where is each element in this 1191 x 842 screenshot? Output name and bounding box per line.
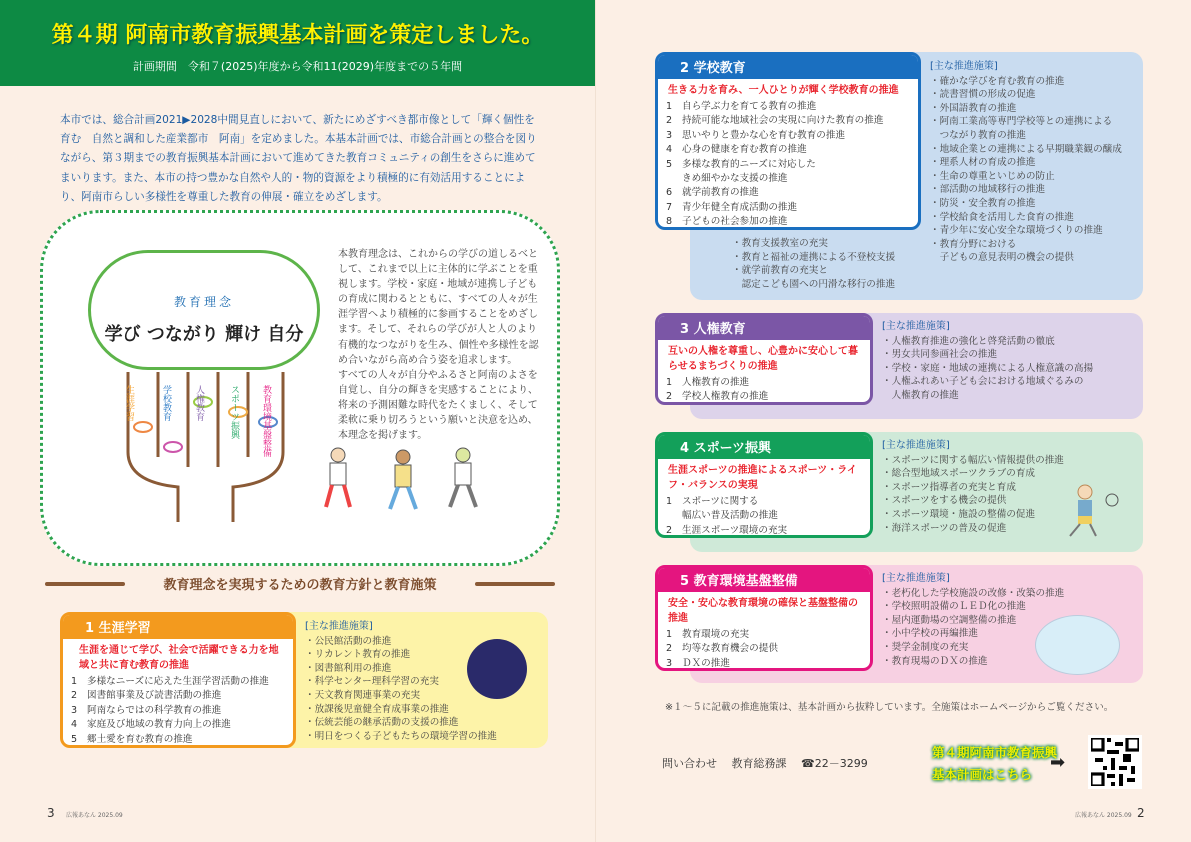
policy-item: ・ 総合型地域スポーツクラブの育成 xyxy=(882,467,1082,481)
measure-number: 3 xyxy=(666,129,673,141)
policy-item: ・ 小中学校の再編推進 xyxy=(882,627,1082,641)
policy-item: ・ 男女共同参画社会の推進 xyxy=(882,348,1132,362)
measure-list xyxy=(658,100,918,230)
measure-text: 学校人権教育の推進 xyxy=(682,391,769,403)
policy-item: ・ 学校・家庭・地域の連携による人権意識の高揚 xyxy=(882,362,1132,376)
section-title: 2 学校教育 xyxy=(658,55,918,79)
measure-item xyxy=(666,100,912,114)
publication-label: 広報あなん 2025.09 xyxy=(1075,812,1132,819)
measure-number: 1 xyxy=(666,629,673,640)
policy-item: ・ 人権教育推進の強化と啓発活動の徹底 xyxy=(882,335,1132,349)
policy-item: ・ 生命の尊重といじめの防止 xyxy=(930,170,1140,184)
page-number: 2 xyxy=(1137,806,1145,820)
policy-item: ・ 公民館活動の推進 xyxy=(305,635,525,649)
measure-text: ＤＸの推進 xyxy=(682,657,730,669)
publication-label: 広報あなん 2025.09 xyxy=(66,812,123,819)
policy-item: ・ 防災・安全教育の推進 xyxy=(930,197,1140,211)
measure-text: 心身の健康を育む教育の推進 xyxy=(682,144,807,156)
policy-item: ・ 教育と福祉の連携による不登校支援 xyxy=(732,251,932,265)
branch-label: 学校教育 xyxy=(161,385,171,421)
school-building-illustration xyxy=(1035,615,1120,675)
policy-item: ・ 老朽化した学校施設の改修・改築の推進 xyxy=(882,587,1082,601)
philosophy-text xyxy=(338,247,544,443)
measure-item xyxy=(71,733,287,747)
policy-heading: [主な推進施策] xyxy=(882,440,950,451)
section-goal: 安全・安心な教育環境の確保と基盤整備の推進 xyxy=(668,598,858,624)
section-title: 4 スポーツ振興 xyxy=(658,435,870,459)
policy-item: つながり教育の推進 xyxy=(939,129,1026,141)
measure-number: 1 xyxy=(666,377,673,388)
measure-item xyxy=(666,186,912,200)
space-illustration xyxy=(467,639,527,699)
branch-label: 生涯学習 xyxy=(124,385,134,421)
measure-item xyxy=(666,376,864,390)
contact-department: 教育総務課 xyxy=(731,757,787,770)
measure-number: 3 xyxy=(71,704,78,716)
measure-number: 6 xyxy=(666,187,673,199)
measure-text: 人権教育の推進 xyxy=(682,377,750,388)
measure-list xyxy=(658,628,870,671)
policy-item: ・ 放課後児童健全育成事業の推進 xyxy=(305,703,525,717)
page-header xyxy=(0,0,595,86)
section-4-box xyxy=(655,432,873,538)
policy-item: ・ 奨学金制度の充実 xyxy=(882,641,1082,655)
measure-item xyxy=(666,524,864,538)
section-heading: 教育理念を実現するための教育方針と教育施策 xyxy=(163,578,437,593)
measure-text: 幅広い普及活動の推進 xyxy=(682,510,778,522)
measure-item xyxy=(666,158,912,172)
policy-heading: [主な推進施策] xyxy=(930,61,998,72)
policy-item: ・ 理系人材の育成の推進 xyxy=(930,156,1140,170)
measure-item xyxy=(666,495,864,509)
policy-item: 子どもの意見表明の機会の提供 xyxy=(939,252,1074,264)
policy-heading: [主な推進施策] xyxy=(882,321,950,332)
policy-item: ・ 図書館利用の推進 xyxy=(305,662,525,676)
measure-item xyxy=(666,628,864,642)
measure-number xyxy=(666,509,682,523)
measure-text: 郷土愛を育む教育の推進 xyxy=(87,733,193,745)
measure-text: 図書館事業及び読書活動の推進 xyxy=(87,690,222,702)
policy-item: ・ 人権ふれあい子ども会における地域ぐるみの xyxy=(882,375,1132,389)
plan-link-line: 基本計画はこちら xyxy=(932,767,1033,782)
measure-item xyxy=(666,657,864,671)
arrow-right-icon: ➡ xyxy=(1050,752,1066,773)
policy-item: ・ 天文教育関連事業の充実 xyxy=(305,689,525,703)
measure-number: 2 xyxy=(71,690,78,702)
measure-number: 2 xyxy=(666,115,673,127)
measure-text: 多様な教育的ニーズに対応した xyxy=(682,158,816,170)
branch-label: 教育環境基盤整備 xyxy=(261,385,271,457)
philosophy-motto: 学び つながり 輝け 自分 xyxy=(104,324,304,345)
section-3-policies xyxy=(882,320,1132,403)
measure-text: 就学前教育の推進 xyxy=(682,187,759,199)
divider xyxy=(475,582,555,586)
measure-number: 7 xyxy=(666,201,673,213)
measure-number: 4 xyxy=(71,719,78,731)
policy-item: ・ 教育支援教室の充実 xyxy=(732,237,932,251)
policy-item: ・ 地域企業との連携による早期職業観の醸成 xyxy=(930,143,1140,157)
measure-text: きめ細やかな支援の推進 xyxy=(682,173,788,185)
policy-item: ・ リカレント教育の推進 xyxy=(305,648,525,662)
plan-link-line: 第４期阿南市教育振興 xyxy=(932,745,1058,760)
measure-number: 1 xyxy=(666,101,673,112)
measure-item xyxy=(666,129,912,143)
measure-number: 1 xyxy=(666,496,673,507)
measure-item xyxy=(666,114,912,128)
measure-text: 生涯スポーツ環境の充実 xyxy=(682,524,788,536)
policy-item: ・ 確かな学びを育む教育の推進 xyxy=(930,75,1140,89)
measure-text: 思いやりと豊かな心を育む教育の推進 xyxy=(682,129,846,141)
policy-item: ・ スポーツ環境・施設の整備の促進 xyxy=(882,508,1082,522)
measure-text: 青少年健全育成活動の推進 xyxy=(682,201,798,213)
measure-item xyxy=(71,675,287,689)
policy-item: ・ 青少年に安心安全な環境づくりの推進 xyxy=(930,224,1140,238)
philosophy-paragraph: 本教育理念は、これからの学びの道しるべとして、これまで以上に主体的に学ぶことを重視します。学校・家庭・地域が連携し子どもの育成に関わるとともに、すべての人々が生涯学習へより積極的に参画することをめざします。そして、それらの学びが人と人のより有機的なつながりを生み、個性や多様性を認め合いながら高め合う姿を追求します。 xyxy=(338,249,539,366)
walking-people-illustration xyxy=(318,445,498,515)
section-goal: 生きる力を育み、一人ひとりが輝く学校教育の推進 xyxy=(668,85,899,96)
policy-item: ・ 読書習慣の形成の促進 xyxy=(930,88,1140,102)
measure-list xyxy=(658,495,870,538)
section-title: 5 教育環境基盤整備 xyxy=(658,568,870,592)
measure-text: 均等な教育機会の提供 xyxy=(682,643,778,655)
measure-item xyxy=(666,172,912,186)
measure-number: 5 xyxy=(71,733,78,745)
measure-text: 多様なニーズに応えた生涯学習活動の推進 xyxy=(87,676,269,687)
policy-item: ・ 明日をつくる子どもたちの環境学習の推進 xyxy=(305,730,525,744)
measure-number: 4 xyxy=(666,144,673,156)
measure-text: 教育環境の充実 xyxy=(682,629,750,640)
section-2-box xyxy=(655,52,921,230)
measure-item xyxy=(666,642,864,656)
footnote: ※１～５に記載の推進施策は、基本計画から抜粋しています。全施策はホームページからご覧ください。 xyxy=(665,702,1114,713)
section-4-policies xyxy=(882,439,1082,535)
contact-phone[interactable]: 22－3299 xyxy=(814,757,868,770)
contact-label: 問い合わせ xyxy=(662,757,717,770)
measure-item xyxy=(666,143,912,157)
policy-item: ・ スポーツをする機会の提供 xyxy=(882,494,1082,508)
phone-icon: ☎ xyxy=(801,757,815,770)
section-1-box xyxy=(60,612,296,748)
section-goal: 生涯スポーツの推進によるスポーツ・ライフ・バランスの実現 xyxy=(668,465,857,491)
contact-info xyxy=(662,755,868,771)
philosophy-paragraph: すべての人々が自分やふるさと阿南のよさを自覚し、自分の輝きを実感することにより、将来の予測困難な時代をたくましく、そして柔軟に乗り切ろうという願いと決意を込め、本理念を掲げます。 xyxy=(338,369,538,442)
measure-item xyxy=(666,509,864,523)
qr-code[interactable] xyxy=(1088,735,1142,789)
page-title: 第４期 阿南市教育振興基本計画を策定しました。 xyxy=(51,23,544,48)
measure-item xyxy=(666,201,912,215)
policy-heading: [主な推進施策] xyxy=(882,573,950,584)
section-2-policies-extra xyxy=(732,237,932,291)
section-goal: 生涯を通じて学び、社会で活躍できる力を地域と共に育む教育の推進 xyxy=(79,645,279,671)
policy-item: ・ 学校給食を活用した食育の推進 xyxy=(930,211,1140,225)
measure-item xyxy=(71,704,287,718)
policy-item: ・ スポーツに関する幅広い情報提供の推進 xyxy=(882,454,1082,468)
measure-number: 5 xyxy=(666,158,673,170)
policy-item: ・ 教育分野における xyxy=(930,238,1140,252)
measure-text: 自ら学ぶ力を育てる教育の推進 xyxy=(682,101,817,112)
measure-item xyxy=(71,718,287,732)
measure-number: 2 xyxy=(666,524,673,536)
policy-item: ・ 海洋スポーツの普及の促進 xyxy=(882,522,1082,536)
measure-text: 家庭及び地域の教育力向上の推進 xyxy=(87,719,231,731)
philosophy-label: 教育理念 xyxy=(173,295,234,309)
measure-item xyxy=(666,390,864,404)
section-2-policies xyxy=(930,60,1140,265)
policy-heading: [主な推進施策] xyxy=(305,621,373,632)
qr-code-pattern xyxy=(1091,738,1139,786)
policy-item: ・ 部活動の地域移行の推進 xyxy=(930,183,1140,197)
policy-item: ・ 屋内運動場の空調整備の推進 xyxy=(882,614,1082,628)
measure-number: 2 xyxy=(666,643,673,655)
tree-cloud xyxy=(88,250,320,370)
measure-list xyxy=(658,376,870,405)
measure-number xyxy=(666,172,682,186)
policy-item: ・ 就学前教育の充実と xyxy=(732,264,932,278)
section-3-box xyxy=(655,313,873,405)
policy-item: ・ 教育現場のＤＸの推進 xyxy=(882,655,1082,669)
measure-item xyxy=(71,689,287,703)
intro-text: 本市では、総合計画2021▶2028中間見直しにおいて、新たにめざすべき都市像として「輝く個性を育む 自然と調和した産業都市 阿南」を定めました。本基本計画では、市総合計画との整合を図りながら、第３期までの教育振興基本計画において進めてきた教育コミュニティの創生をさらに進めてまいります。また、本市の持つ豊かな自然や人的・物的資源をより積極的に有効活用することにより、阿南市らしい多様性を尊重した教育の伸展・確立をめざします。 xyxy=(60,114,537,203)
section-title: 3 人権教育 xyxy=(658,316,870,340)
measure-number: 2 xyxy=(666,391,673,403)
measure-number: 8 xyxy=(666,216,673,228)
section-goal: 互いの人権を尊重し、心豊かに安心して暮らせるまちづくりの推進 xyxy=(668,346,858,372)
policy-item: 人権教育の推進 xyxy=(891,389,959,401)
plan-link[interactable] xyxy=(932,742,1057,786)
measure-list xyxy=(63,675,293,748)
policy-item: ・ 科学センター理科学習の充実 xyxy=(305,675,525,689)
policy-item: ・ 阿南工業高等専門学校等との連携による xyxy=(930,115,1140,129)
measure-text: 持続可能な地域社会の実現に向けた教育の推進 xyxy=(682,115,884,127)
plan-period: 計画期間 令和７(2025)年度から令和11(2029)年度までの５年間 xyxy=(132,60,463,73)
section-title: 1 生涯学習 xyxy=(63,615,293,639)
measure-text: 阿南ならではの科学教育の推進 xyxy=(87,704,222,716)
measure-number: 3 xyxy=(666,657,673,669)
policy-item: ・ 伝統芸能の継承活動の支援の推進 xyxy=(305,716,525,730)
measure-item xyxy=(666,215,912,229)
badminton-player-illustration xyxy=(1060,480,1125,540)
branch-label: 人権教育 xyxy=(194,385,204,421)
measure-text: 子どもの社会参加の推進 xyxy=(682,216,788,228)
policy-item: 認定こども園への円滑な移行の推進 xyxy=(741,278,896,290)
section-5-box xyxy=(655,565,873,671)
page-number: 3 xyxy=(47,806,55,820)
page-gutter xyxy=(595,0,596,842)
policy-item: ・ 学校照明設備のＬＥＤ化の推進 xyxy=(882,600,1082,614)
measure-text: スポーツに関する xyxy=(682,496,759,507)
branch-label: スポーツ振興 xyxy=(229,385,239,439)
policy-item: ・ スポーツ指導者の充実と育成 xyxy=(882,481,1082,495)
measure-number: 1 xyxy=(71,676,78,687)
policy-item: ・ 外国語教育の推進 xyxy=(930,102,1140,116)
